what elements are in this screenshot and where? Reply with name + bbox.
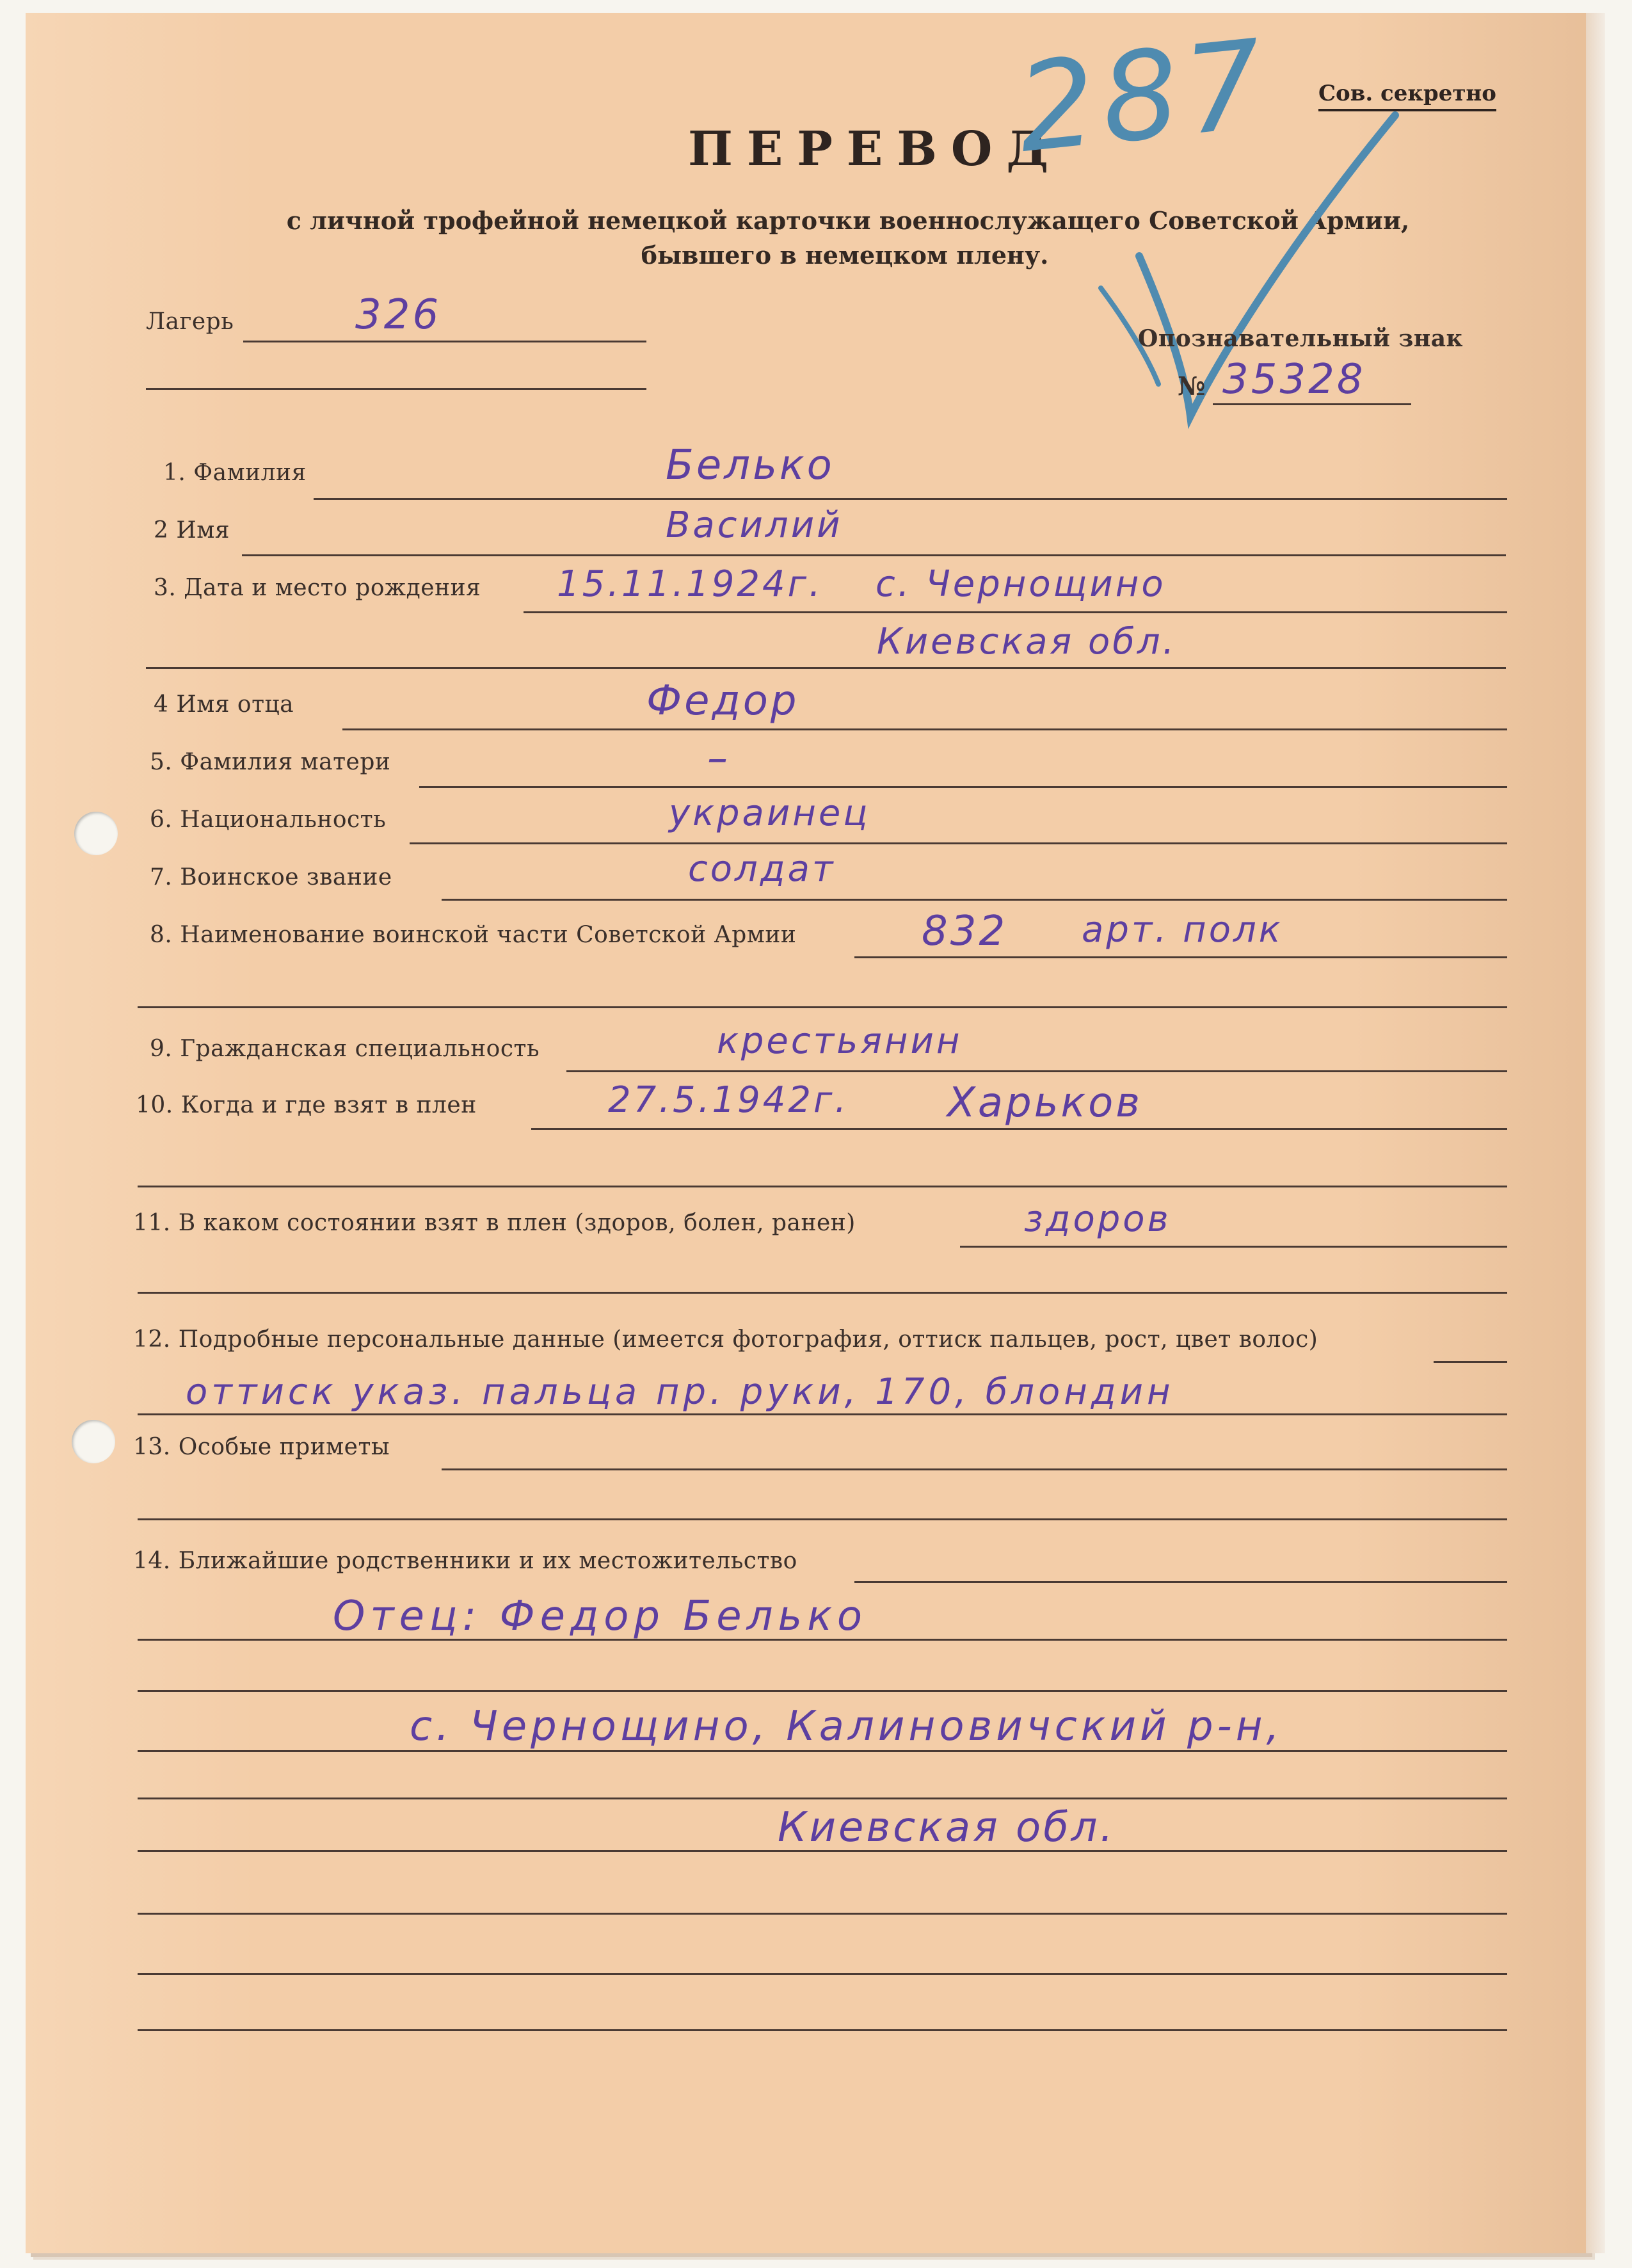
field-3-rule [524, 611, 1507, 613]
tag-rule [1213, 403, 1411, 405]
field-3-place: с. Чернощино [876, 563, 1166, 605]
field-5-rule [419, 786, 1507, 788]
field-8-label: 8. Наименование воинской части Советской Армии [150, 922, 797, 948]
field-3-region: Киевская обл. [877, 621, 1177, 663]
field-7-rule [442, 899, 1507, 901]
field-11-value: здоров [1024, 1198, 1171, 1240]
field-14-rule-6 [138, 1850, 1507, 1852]
field-2-rule [242, 554, 1506, 556]
field-5-label: 5. Фамилия матери [150, 749, 391, 775]
punch-hole-lower [72, 1420, 115, 1463]
punch-hole-upper [74, 812, 118, 855]
field-14-rule-2 [138, 1639, 1507, 1641]
field-14-address: с. Чернощино, Калиновичский р-н, [410, 1703, 1283, 1750]
field-12-label: 12. Подробные персональные данные (имеется фотография, оттиск пальцев, рост, цвет волос) [133, 1326, 1318, 1353]
subtitle-line-2: бывшего в немецком плену. [641, 241, 1049, 269]
field-14-rule-8 [138, 1973, 1507, 1975]
field-4-rule [342, 728, 1507, 730]
field-4-label: 4 Имя отца [154, 691, 294, 718]
field-10-place: Харьков [947, 1079, 1142, 1127]
field-8-unit-number: 832 [922, 908, 1008, 955]
field-10-date: 27.5.1942г. [608, 1079, 849, 1121]
field-3-rule-2 [146, 667, 1506, 669]
field-10-rule-2 [138, 1186, 1507, 1187]
document-title: ПЕРЕВОД [688, 122, 1063, 177]
tag-label: Опознавательный знак [1138, 325, 1464, 352]
field-14-rule-4 [138, 1750, 1507, 1752]
field-11-rule [960, 1246, 1507, 1248]
field-13-rule [442, 1468, 1507, 1470]
field-10-label: 10. Когда и где взят в плен [136, 1092, 477, 1118]
field-6-rule [410, 842, 1507, 844]
field-5-value: – [707, 735, 730, 782]
field-6-value: украинец [669, 792, 870, 834]
field-9-value: крестьянин [717, 1020, 963, 1062]
field-9-rule [566, 1070, 1507, 1072]
field-3-label: 3. Дата и место рождения [154, 575, 481, 601]
field-7-value: солдат [688, 848, 836, 890]
field-7-label: 7. Воинское звание [150, 864, 392, 890]
field-1-rule [314, 498, 1507, 500]
page-edge [1586, 13, 1605, 2253]
handwritten-file-number: 287 [1011, 13, 1276, 180]
field-10-rule [531, 1128, 1507, 1130]
field-13-rule-2 [138, 1518, 1507, 1520]
field-6-label: 6. Национальность [150, 807, 387, 833]
tag-number-prefix: № [1178, 371, 1206, 401]
field-1-value: Белько [666, 442, 835, 489]
field-14-rule-3 [138, 1690, 1507, 1692]
field-12-rule-2 [138, 1413, 1507, 1415]
field-13-label: 13. Особые приметы [133, 1434, 390, 1460]
field-8-rule [854, 956, 1507, 958]
field-14-rule-9 [138, 2029, 1507, 2031]
field-14-region: Киевская обл. [778, 1804, 1116, 1851]
field-14-rule [854, 1581, 1507, 1583]
field-14-label: 14. Ближайшие родственники и их местожительство [133, 1548, 797, 1574]
field-2-value: Василий [666, 504, 843, 546]
classification-stamp: Сов. секретно [1318, 81, 1496, 111]
field-12-value: оттиск указ. пальца пр. руки, 170, блондин [186, 1371, 1174, 1413]
camp-rule [243, 341, 646, 342]
camp-value: 326 [355, 291, 442, 339]
field-14-relative: Отец: Федор Белько [333, 1593, 868, 1640]
field-8-unit-type: арт. полк [1082, 909, 1283, 951]
camp-rule-2 [146, 388, 646, 390]
field-8-rule-2 [138, 1006, 1507, 1008]
subtitle-line-1: с личной трофейной немецкой карточки военнослужащего Советской Армии, [286, 206, 1410, 235]
field-3-date: 15.11.1924г. [557, 563, 823, 605]
field-4-value: Федор [646, 677, 799, 725]
field-12-rule [1434, 1361, 1507, 1363]
field-14-rule-5 [138, 1798, 1507, 1799]
field-2-label: 2 Имя [154, 517, 230, 543]
camp-label: Лагерь [146, 309, 234, 335]
field-11-label: 11. В каком состоянии взят в плен (здоров, болен, ранен) [133, 1210, 856, 1236]
field-14-rule-7 [138, 1913, 1507, 1915]
tag-value: 35328 [1222, 356, 1366, 403]
field-9-label: 9. Гражданская специальность [150, 1036, 540, 1062]
field-1-label: 1. Фамилия [163, 460, 307, 486]
field-11-rule-2 [138, 1292, 1507, 1294]
